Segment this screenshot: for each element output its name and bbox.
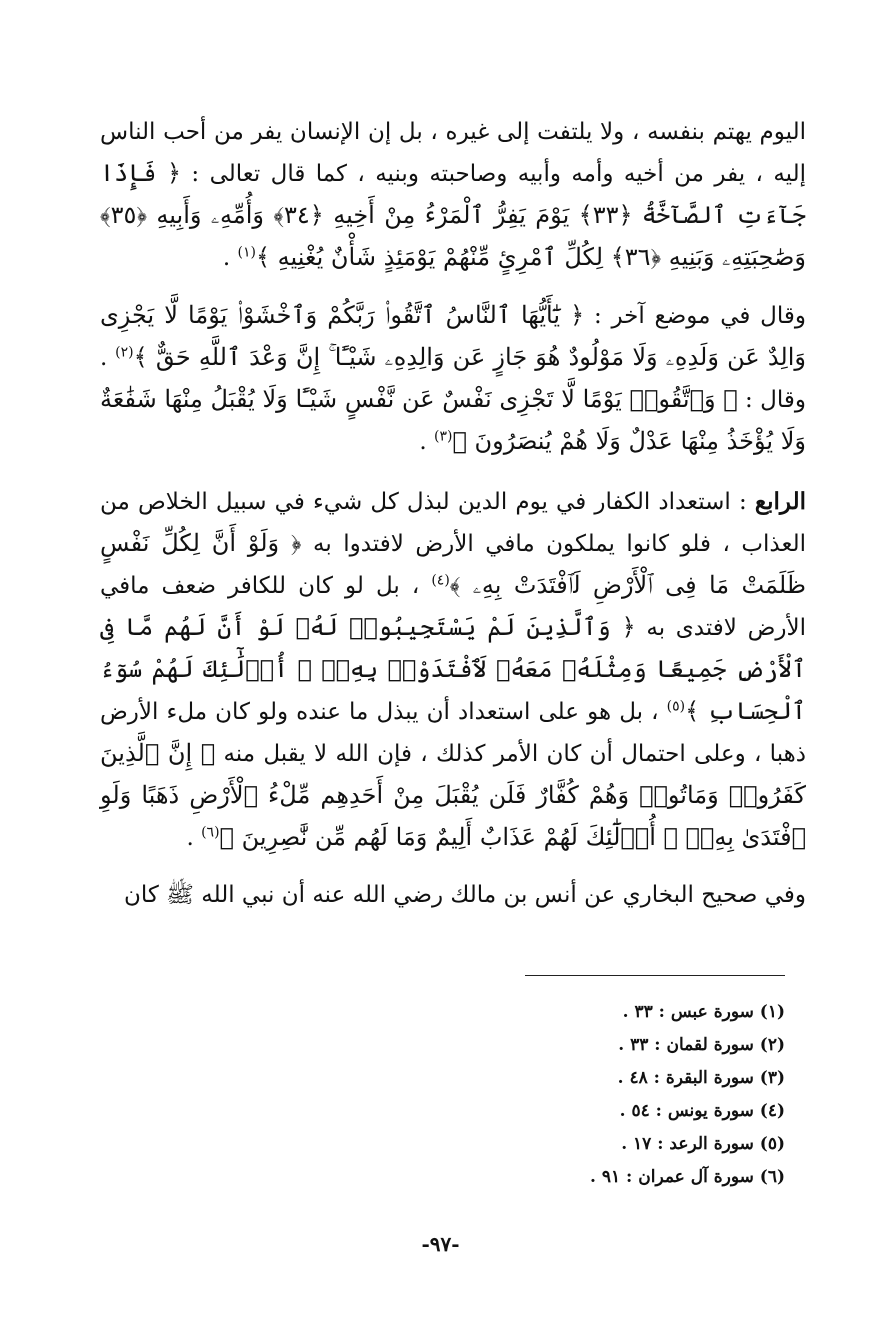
quran-verse: ﴿ وَٱتَّقُوا۟ يَوْمًا لَّا تَجْزِى نَفْسٌ عَن نَّفْسٍ شَيْـًٔا وَلَا يُقْبَلُ مِنْهَا شَفَٰعَةٌ وَلَا يُؤْخَذُ مِنْهَا عَدْلٌ وَلَا هُمْ يُنصَرُونَ ﴾: [100, 385, 806, 455]
footnote-marker: (٢): [115, 344, 134, 361]
quran-verse: ﴿ وَلَوْ أَنَّ لِكُلِّ نَفْسٍ ظَلَمَتْ مَا فِى ٱلْأَرْضِ لَٱفْتَدَتْ بِهِۦ ﴾: [100, 529, 806, 599]
quran-verse: ﴿ يَٰٓأَيُّهَا ٱلنَّاسُ ٱتَّقُوا۟ رَبَّكُمْ وَٱخْشَوْا۟ يَوْمًا لَّا يَجْزِى وَالِدٌ عَن وَلَدِهِۦ وَلَا مَوْلُودٌ هُوَ جَازٍ عَن وَالِدِهِۦ شَيْـًٔا ۚ إِنَّ وَعْدَ ٱللَّهِ حَقٌّ ﴾: [100, 301, 807, 371]
paragraph-text: اليوم يهتم بنفسه ، ولا يلتفت إلى غيره ، بل إن الإنسان يفر من أحب الناس إليه ، يفر من أخيه وأمه وأبيه وصاحبته وبنيه ، كما قال تعالى :: [100, 119, 806, 187]
footnote-marker: (٣): [434, 428, 453, 445]
footnote-item: (٦) سورة آل عمران : ٩١ .: [590, 1167, 785, 1187]
footnote-item: (٥) سورة الرعد : ١٧ .: [621, 1134, 785, 1154]
footnote-marker: (٤): [431, 572, 450, 589]
paragraph-text: .: [186, 825, 202, 851]
footnote-item: (١) سورة عبس : ٣٣ .: [622, 1002, 785, 1022]
footnote-separator: [525, 975, 785, 976]
paragraph-text: .: [419, 429, 434, 455]
body-paragraph: [100, 112, 806, 279]
body-paragraph: [100, 295, 806, 463]
paragraph-text: .: [222, 245, 238, 271]
footnote-marker: (٦): [201, 824, 220, 841]
main-text: [100, 112, 806, 916]
paragraph-text: . وقال :: [100, 345, 806, 413]
footnote-item: (٤) سورة يونس : ٥٤ .: [619, 1101, 785, 1121]
paragraph-text: ، بل هو على استعداد أن يبذل ما عنده ولو كان ملء الأرض ذهبا ، وعلى احتمال أن كان الأمر كذلك ، فإن الله لا يقبل منه: [100, 699, 807, 767]
quran-verse: ﴿ فَإِذَا جَآءَتِ ٱلصَّآخَّةُ ﴿٣٣﴾ يَوْمَ يَفِرُّ ٱلْمَرْءُ مِنْ أَخِيهِ ﴿٣٤﴾ وَأُمِّهِۦ وَأَبِيهِ ﴿٣٥﴾ وَصَٰحِبَتِهِۦ وَبَنِيهِ ﴿٣٦﴾ لِكُلِّ ٱمْرِئٍ مِّنْهُمْ يَوْمَئِذٍ شَأْنٌ يُغْنِيهِ ﴾: [100, 159, 806, 271]
paragraph-text: : استعداد الكفار في يوم الدين لبذل كل شيء في سبيل الخلاص من العذاب ، فلو كانوا يملكون مافي الأرض لافتدوا به: [100, 489, 806, 557]
footnote-item: (٣) سورة البقرة : ٤٨ .: [617, 1068, 785, 1088]
body-paragraph: [100, 875, 806, 916]
section-heading: الرابع: [754, 488, 806, 515]
footnotes-list: [425, 996, 785, 1194]
footnote-marker: (١): [237, 244, 256, 261]
footnote-marker: (٥): [666, 698, 686, 715]
paragraph-text: وفي صحيح البخاري عن أنس بن مالك رضي الله عنه أن نبي الله ﷺ كان: [124, 882, 806, 908]
paragraph-text: ، بل لو كان للكافر ضعف مافي الأرض لافتدى به: [100, 573, 806, 641]
paragraph-text: وقال في موضع آخر :: [584, 303, 807, 329]
body-paragraph: [100, 481, 806, 859]
quran-verse: ﴿ إِنَّ ٱلَّذِينَ كَفَرُوا۟ وَمَاتُوا۟ وَهُمْ كُفَّارٌ فَلَن يُقْبَلَ مِنْ أَحَدِهِم مِّلْءُ ٱلْأَرْضِ ذَهَبًا وَلَوِ ٱفْتَدَىٰ بِهِۦٓ ۗ أُو۟لَٰٓئِكَ لَهُمْ عَذَابٌ أَلِيمٌ وَمَا لَهُم مِّن نَّٰصِرِينَ ﴾: [100, 739, 806, 851]
footnote-item: (٢) سورة لقمان : ٣٣ .: [618, 1035, 785, 1055]
quran-verse: ﴿ وَٱلَّذِينَ لَمْ يَسْتَجِيبُوا۟ لَهُۥ لَوْ أَنَّ لَهُم مَّا فِى ٱلْأَرْضِ جَمِيعًا وَمِثْلَهُۥ مَعَهُۥ لَٱفْتَدَوْا۟ بِهِۦٓ ۚ أُو۟لَٰٓئِكَ لَهُمْ سُوٓءُ ٱلْحِسَابِ ﴾: [100, 613, 807, 725]
page-number: -٩٧-: [421, 1232, 460, 1256]
